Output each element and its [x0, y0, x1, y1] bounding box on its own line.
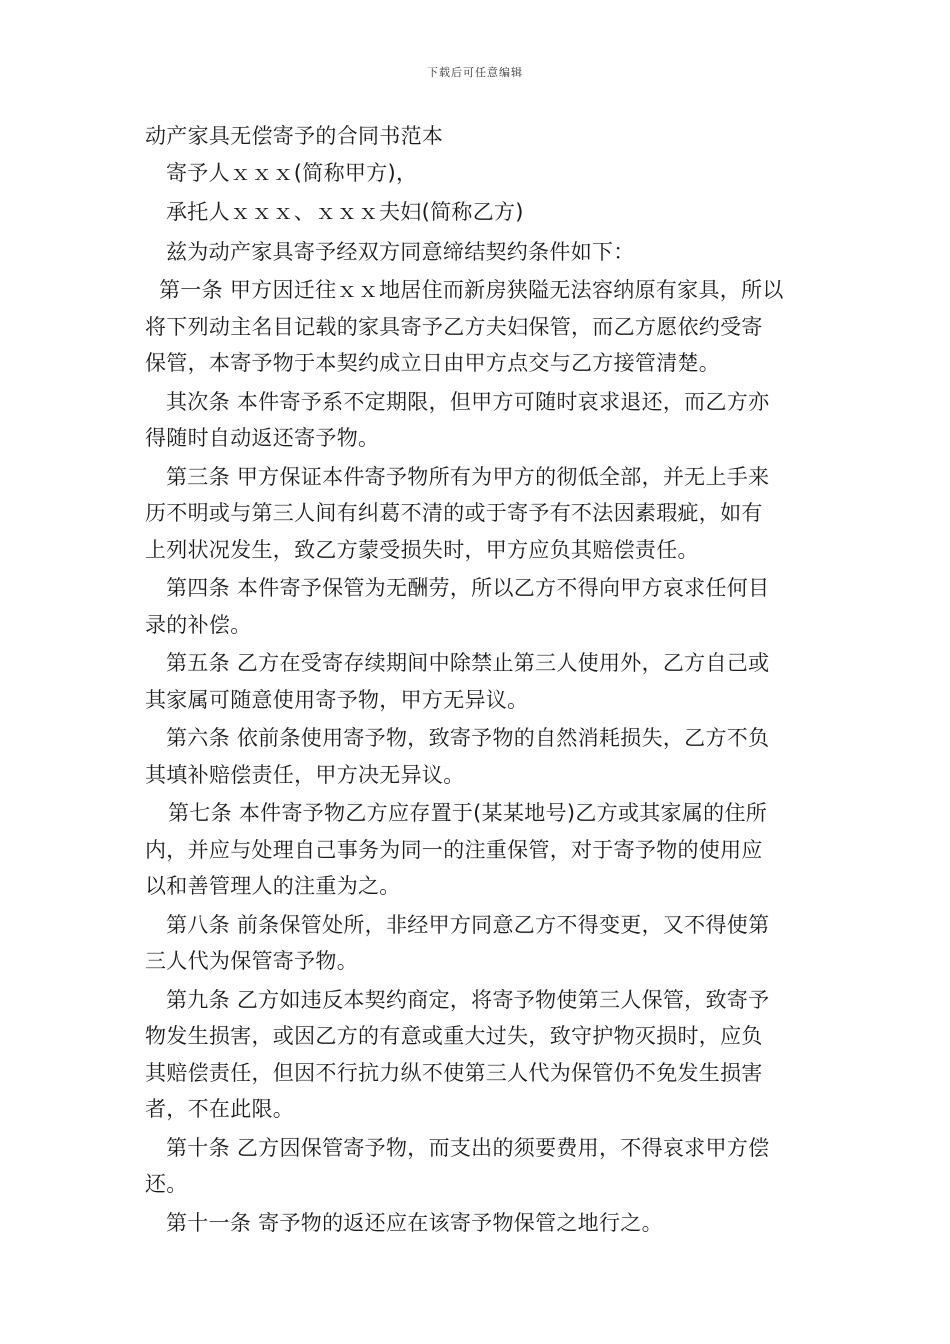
party-a-line: 寄予人ｘｘｘ(简称甲方)， [166, 160, 418, 185]
article-line: 三人代为保管寄予物。 [145, 949, 358, 973]
article-line: 内，并应与处理自己事务为同一的注重保管，对于寄予物的使用应 [145, 837, 763, 862]
document-title: 动产家具无偿寄予的合同书范本 [145, 124, 444, 148]
intro-line: 兹为动产家具寄予经双方同意缔结契约条件如下： [166, 239, 635, 264]
article-line: 其填补赔偿责任，甲方决无异议。 [145, 762, 465, 787]
article-line: 第八条 前条保管处所，非经甲方同意乙方不得变更，又不得使第 [166, 912, 770, 937]
article-line: 历不明或与第三人间有纠葛不清的或于寄予有不法因素瑕疵，如有 [145, 501, 763, 525]
article-line: 第十条 乙方因保管寄予物，而支出的须要费用，不得哀求甲方偿 [166, 1135, 770, 1160]
article-line: 还。 [145, 1172, 188, 1196]
article-line: 录的补偿。 [145, 612, 252, 637]
article-line: 其家属可随意使用寄予物，甲方无异议。 [145, 687, 529, 712]
article-line: 以和善管理人的注重为之。 [145, 874, 401, 898]
article-line: 其次条 本件寄予系不定期限，但甲方可随时哀求退还，而乙方亦 [166, 389, 770, 414]
page-header-note: 下载后可任意编辑 [427, 66, 523, 79]
article-line: 其赔偿责任，但因不行抗力纵不使第三人代为保管仍不免发生损害 [145, 1060, 763, 1085]
document-body [145, 118, 810, 1241]
article-line: 第五条 乙方在受寄存续期间中除禁止第三人使用外，乙方自己或 [166, 651, 770, 675]
article-7 [145, 795, 810, 905]
article-6 [145, 720, 810, 793]
article-line: 第九条 乙方如违反本契约商定，将寄予物使第三人保管，致寄予 [166, 987, 770, 1012]
article-5 [145, 645, 810, 718]
article-3 [145, 459, 810, 569]
article-10 [145, 1130, 810, 1203]
article-line: 第一条 甲方因迁往ｘｘ地居住而新房狭隘无法容纳原有家具，所以 [159, 278, 784, 302]
article-line: 将下列动主名目记载的家具寄予乙方夫妇保管，而乙方愿依约受寄 [145, 314, 763, 339]
article-line: 保管，本寄予物于本契约成立日由甲方点交与乙方接管清楚。 [145, 351, 721, 375]
article-line: 物发生损害，或因乙方的有意或重大过失，致守护物灭损时，应负 [145, 1024, 763, 1048]
article-line: 第七条 本件寄予物乙方应存置于(某某地号)乙方或其家属的住所 [168, 801, 768, 825]
article-line: 上列状况发生，致乙方蒙受损失时，甲方应负其赔偿责任。 [145, 537, 699, 562]
article-line: 第三条 甲方保证本件寄予物所有为甲方的彻低全部，并无上手来 [166, 464, 770, 489]
article-8 [145, 907, 810, 980]
article-line: 第四条 本件寄予保管为无酬劳，所以乙方不得向甲方哀求任何目 [166, 576, 770, 600]
article-2 [145, 384, 810, 457]
article-line: 得随时自动返还寄予物。 [145, 426, 380, 450]
article-4 [145, 570, 810, 643]
article-9 [145, 982, 810, 1128]
article-line: 者，不在此限。 [145, 1097, 295, 1121]
article-1 [145, 272, 810, 382]
article-line: 第六条 依前条使用寄予物，致寄予物的自然消耗损失，乙方不负 [166, 726, 770, 750]
article-line: 第十一条 寄予物的返还应在该寄予物保管之地行之。 [166, 1210, 663, 1235]
article-11 [145, 1205, 810, 1242]
party-b-line: 承托人ｘｘｘ、ｘｘｘ夫妇(简称乙方) [166, 200, 524, 224]
